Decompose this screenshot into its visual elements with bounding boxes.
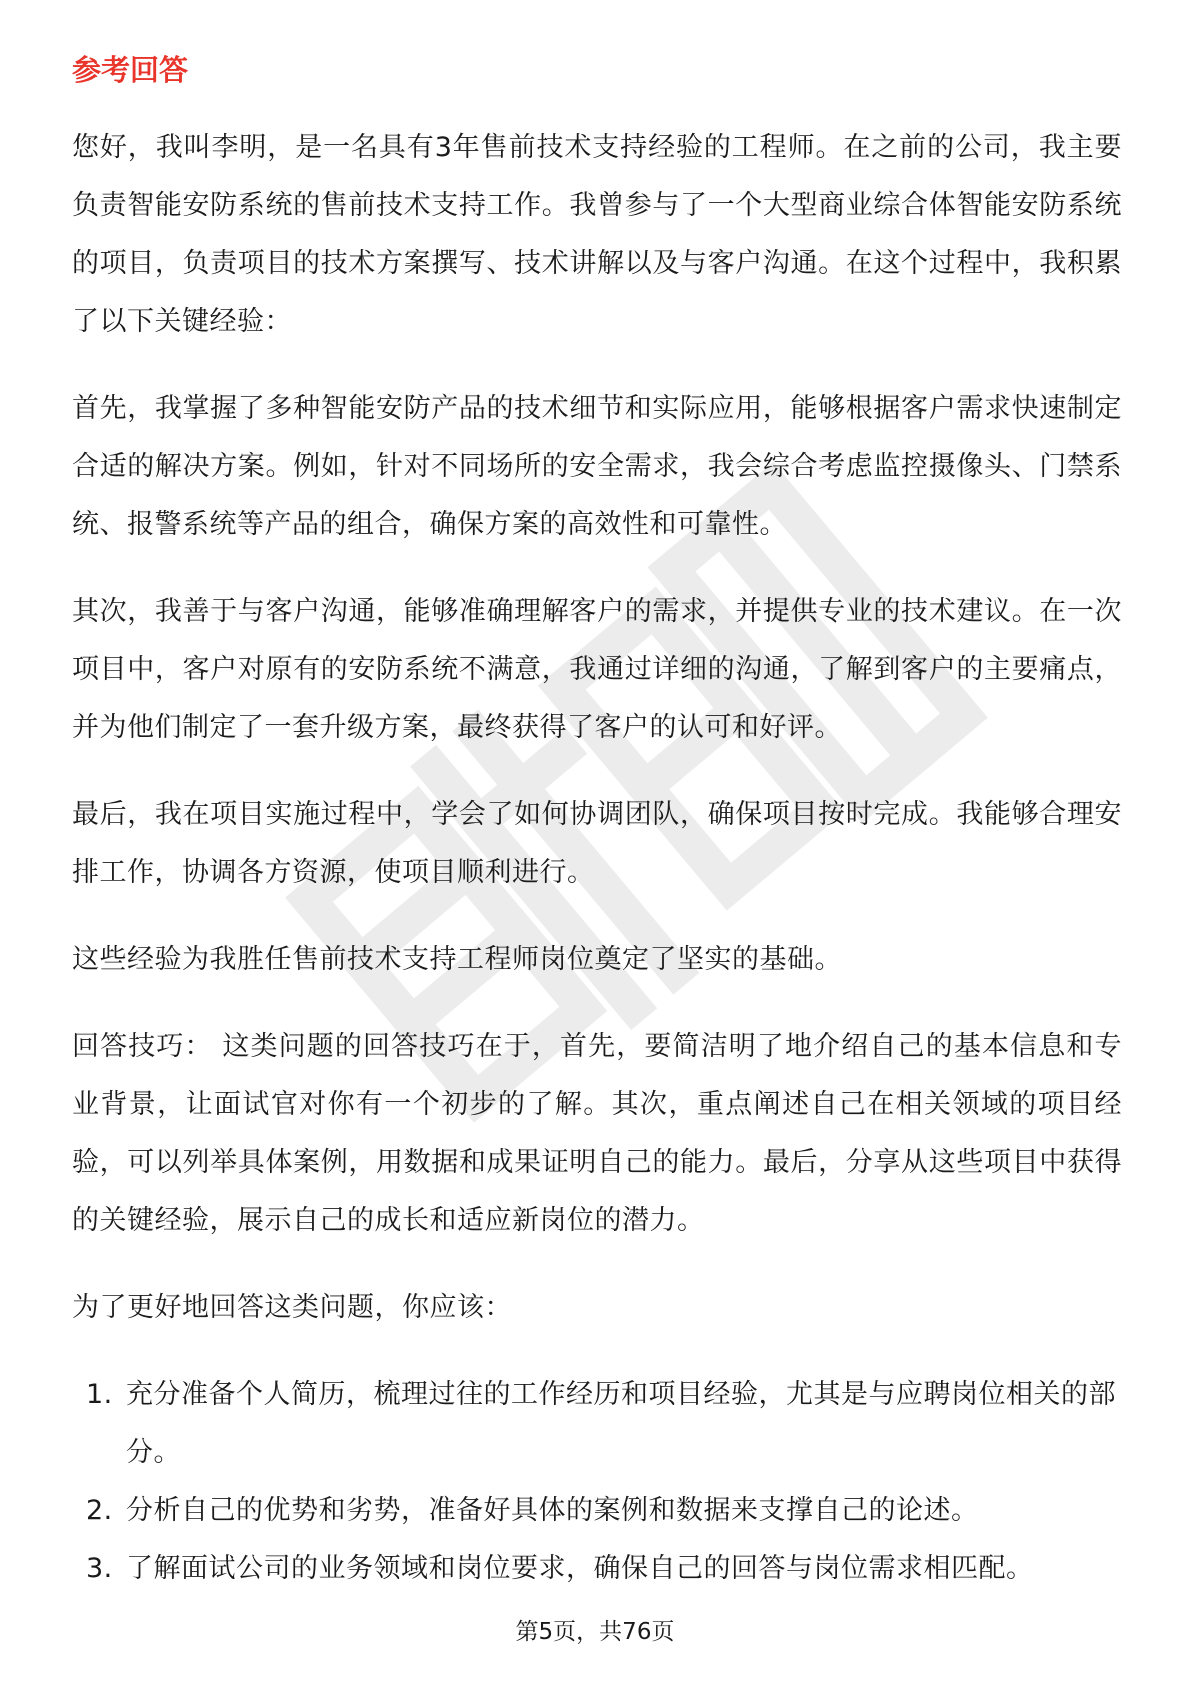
tips-list	[72, 1366, 1122, 1598]
paragraph-summary: 这些经验为我胜任售前技术支持工程师岗位奠定了坚实的基础。	[72, 944, 842, 975]
list-item-number: 2.	[86, 1495, 113, 1526]
answer-content	[72, 119, 1122, 1598]
paragraph-list-intro: 为了更好地回答这类问题，你应该：	[72, 1292, 512, 1323]
list-item-number: 3.	[86, 1553, 113, 1584]
section-title: 参考回答	[72, 53, 189, 87]
paragraph-last: 最后，我在项目实施过程中，学会了如何协调团队，确保项目按时完成。我能够合理安排工作，协调各方资源，使项目顺利进行。	[72, 799, 1122, 888]
list-item-text: 充分准备个人简历，梳理过往的工作经历和项目经验，尤其是与应聘岗位相关的部分。	[126, 1379, 1116, 1468]
list-item-number: 1.	[86, 1379, 113, 1410]
list-item	[72, 1540, 1122, 1598]
paragraph-tips: 回答技巧： 这类问题的回答技巧在于，首先，要简洁明了地介绍自己的基本信息和专业背景，让面试官对你有一个初步的了解。其次，重点阐述自己在相关领域的项目经验，可以列举具体案例，用数据和成果证明自己的能力。最后，分享从这些项目中获得的关键经验，展示自己的成长和适应新岗位的潜力。	[72, 1031, 1122, 1236]
list-item	[72, 1366, 1122, 1482]
list-item	[72, 1482, 1122, 1540]
list-item-text: 分析自己的优势和劣势，准备好具体的案例和数据来支撑自己的论述。	[126, 1495, 979, 1526]
page-footer: 第5页，共76页	[515, 1619, 675, 1645]
paragraph-first: 首先，我掌握了多种智能安防产品的技术细节和实际应用，能够根据客户需求快速制定合适的解决方案。例如，针对不同场所的安全需求，我会综合考虑监控摄像头、门禁系统、报警系统等产品的组合，确保方案的高效性和可靠性。	[72, 393, 1122, 540]
list-item-text: 了解面试公司的业务领域和岗位要求，确保自己的回答与岗位需求相匹配。	[126, 1553, 1034, 1584]
paragraph-intro: 您好，我叫李明，是一名具有3年售前技术支持经验的工程师。在之前的公司，我主要负责智能安防系统的售前技术支持工作。我曾参与了一个大型商业综合体智能安防系统的项目，负责项目的技术方案撰写、技术讲解以及与客户沟通。在这个过程中，我积累了以下关键经验：	[72, 132, 1122, 337]
paragraph-second: 其次，我善于与客户沟通，能够准确理解客户的需求，并提供专业的技术建议。在一次项目中，客户对原有的安防系统不满意，我通过详细的沟通，了解到客户的主要痛点，并为他们制定了一套升级方案，最终获得了客户的认可和好评。	[72, 596, 1122, 743]
